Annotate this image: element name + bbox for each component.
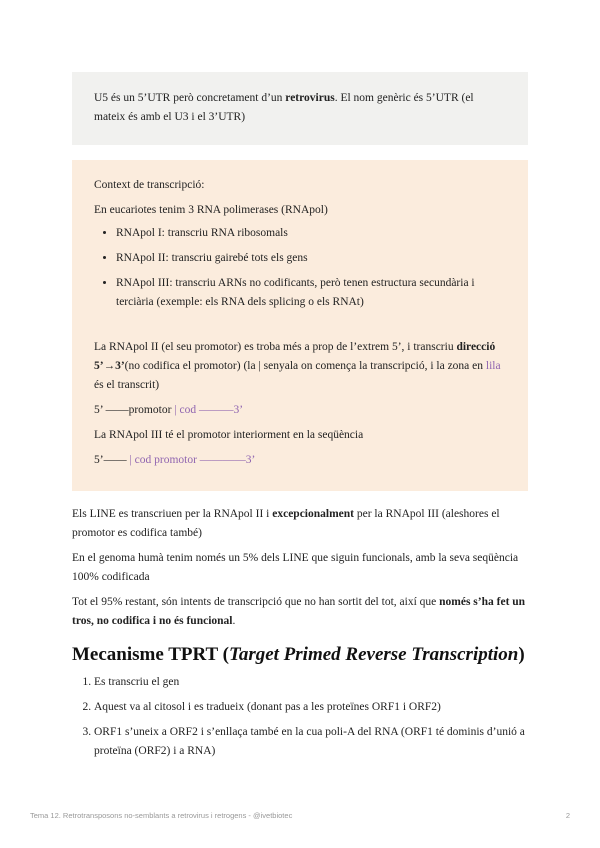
p1-end: per la RNApol III (aleshores el promotor es codifica també) xyxy=(72,508,500,539)
pol2-direction: direcció 5’→3’ xyxy=(94,341,496,372)
pol2-text-mid: (no codifica el promotor) (la | senyala on comença la transcripció, i la zona en xyxy=(124,360,486,372)
section-heading xyxy=(72,642,525,668)
polymerase-item: • RNApol I: transcriu RNA ribosomals xyxy=(116,224,506,243)
tprt-step: 1. Es transcriu el gen xyxy=(94,673,550,692)
polymerase-item: • RNApol II: transcriu gairebé tots els gens xyxy=(116,249,506,268)
tprt-step: 2. Aquest va al citosol i es tradueix (donant pas a les proteïnes ORF1 i ORF2) xyxy=(94,698,550,717)
remaining-lines-paragraph xyxy=(72,593,528,631)
context-intro: En eucariotes tenim 3 RNA polimerases (RNApol) xyxy=(94,204,328,216)
section-heading-end: ) xyxy=(518,644,525,665)
note-callout xyxy=(72,72,528,145)
polymerase-item: • RNApol III: transcriu ARNs no codificants, però tenen estructura secundària i terciària (exemple: els RNA dels splicing o els RNAt) xyxy=(116,274,506,312)
p3-end: . xyxy=(232,615,236,627)
pol3-scheme-transcript: | cod promotor ————3’ xyxy=(129,454,256,466)
p3-start: Tot el 95% restant, són intents de transcripció que no han sortit del tot, així que xyxy=(72,596,440,608)
pol3-paragraph: La RNApol III té el promotor interiorment en la seqüència xyxy=(94,429,364,441)
line-transcription-paragraph xyxy=(72,505,528,543)
note-text-end: . El nom genèric és 5’UTR (el mateix és amb el U3 i el 3’UTR) xyxy=(94,92,474,123)
pol2-scheme-promoter: 5’ ——promotor xyxy=(94,404,175,416)
pol3-scheme-start: 5’—— xyxy=(94,454,130,466)
pol2-scheme-transcript: | cod ———3’ xyxy=(174,404,244,416)
pol2-paragraph xyxy=(94,338,506,395)
pol2-scheme xyxy=(94,401,506,420)
section-heading-italic: Target Primed Reverse Transcription xyxy=(228,644,519,665)
pol3-scheme xyxy=(94,451,506,470)
context-callout xyxy=(72,160,528,491)
footer-text: Tema 12. Retrotransposons no-semblants a retrovirus i retrogens - @ivetbiotec xyxy=(30,811,293,820)
tprt-steps-list xyxy=(72,673,550,767)
pol2-text-start: La RNApol II (el seu promotor) es troba més a prop de l’extrem 5’, i transcriu xyxy=(94,341,457,353)
section-heading-start: Mecanisme TPRT ( xyxy=(72,644,229,665)
p3-bold: només s’ha fet un tros, no codifica i no és funcional xyxy=(72,596,526,627)
p1-start: Els LINE es transcriuen per la RNApol II i xyxy=(72,508,273,520)
page-number: 2 xyxy=(565,811,570,820)
note-text xyxy=(94,89,506,127)
note-text-bold: retrovirus xyxy=(285,92,335,104)
p1-bold: excepcionalment xyxy=(272,508,354,520)
context-heading: Context de transcripció: xyxy=(94,179,205,191)
note-text-start: U5 és un 5’UTR però concretament d’un xyxy=(94,92,286,104)
pol2-purple-word: lila xyxy=(485,360,501,372)
functional-lines-paragraph: En el genoma humà tenim només un 5% dels LINE que siguin funcionals, amb la seva seqüència 100% codificada xyxy=(72,552,519,583)
tprt-step: 3. ORF1 s’uneix a ORF2 i s’enllaça també en la cua poli-A del RNA (ORF1 té dominis d’unió a proteïna (ORF2) i a RNA) xyxy=(94,723,550,761)
pol2-text-end: és el transcrit) xyxy=(94,379,160,391)
polymerase-list xyxy=(94,224,506,312)
page-footer xyxy=(30,811,570,821)
body-text xyxy=(72,505,528,637)
